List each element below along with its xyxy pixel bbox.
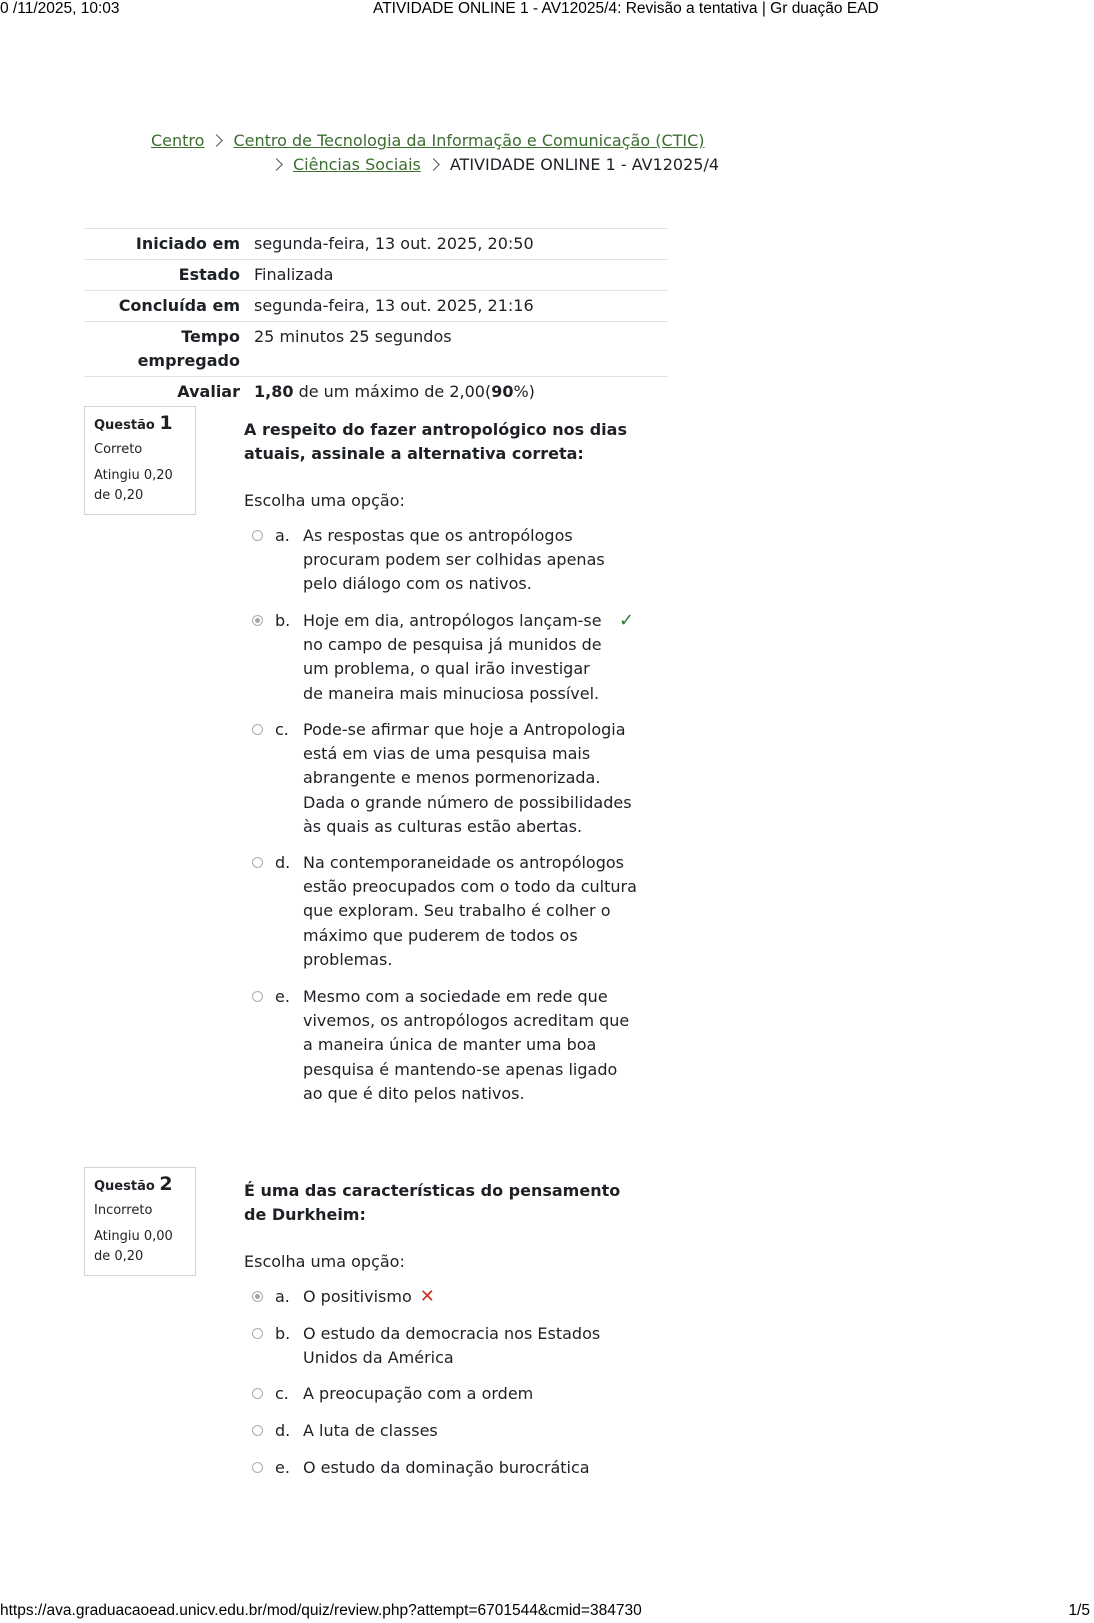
question-prompt-1: Escolha uma opção:: [244, 491, 405, 510]
answer-option[interactable]: [252, 985, 639, 1106]
grade-score: 1,80: [254, 382, 294, 401]
summary-label: Estado: [84, 260, 254, 291]
print-page-number: 1/5: [1068, 1602, 1090, 1619]
answer-option[interactable]: [252, 1382, 639, 1406]
question-label: Questão: [94, 1179, 155, 1194]
radio-button[interactable]: [252, 991, 263, 1002]
question-text-1: A respeito do fazer antropológico nos dias atuais, assinale a alternativa correta:: [244, 420, 627, 463]
breadcrumb-link-ciencias-sociais[interactable]: Ciências Sociais: [293, 155, 421, 174]
answer-option[interactable]: [252, 718, 639, 839]
option-text: A luta de classes: [303, 1421, 438, 1440]
breadcrumb-current: ATIVIDADE ONLINE 1 - AV12025/4: [449, 155, 720, 174]
option-letter: d.: [275, 853, 291, 872]
question-prompt-2: Escolha uma opção:: [244, 1252, 405, 1271]
summary-value: 25 minutos 25 segundos: [254, 322, 668, 377]
radio-button-selected[interactable]: [252, 1291, 263, 1302]
print-title: ATIVIDADE ONLINE 1 - AV12025/4: Revisão a tentativa | Gr duação EAD: [373, 0, 879, 17]
summary-row: [84, 291, 668, 322]
check-icon: ✓: [619, 610, 635, 631]
question-number: 1: [159, 412, 173, 434]
summary-row: [84, 322, 668, 377]
radio-button[interactable]: [252, 857, 263, 868]
question-status: Incorreto: [94, 1203, 153, 1218]
answer-option[interactable]: [252, 1419, 639, 1443]
question-number: 2: [159, 1173, 173, 1195]
chevron-right-icon: [270, 158, 283, 171]
chevron-right-icon: [211, 134, 224, 147]
summary-row: [84, 260, 668, 291]
option-letter: d.: [275, 1421, 291, 1440]
option-letter: a.: [275, 1287, 290, 1306]
grade-suffix: %): [513, 382, 535, 401]
print-url: https://ava.graduacaoead.unicv.edu.br/mod/quiz/review.php?attempt=6701544&cmid=384730: [0, 1602, 642, 1619]
answer-option[interactable]: [252, 851, 639, 972]
option-text: Pode-se afirmar que hoje a Antropologia está em vias de uma pesquisa mais abrangente e menos pormenorizada. Dada o grande número de possibilidades às quais as culturas estão abertas.: [303, 720, 632, 836]
print-datetime: 0 /11/2025, 10:03: [0, 0, 120, 17]
option-text: A preocupação com a ordem: [303, 1384, 534, 1403]
option-letter: b.: [275, 1324, 291, 1343]
option-text: O estudo da democracia nos Estados Unidos da América: [303, 1324, 601, 1368]
option-letter: b.: [275, 611, 291, 630]
radio-button[interactable]: [252, 1388, 263, 1399]
summary-label: Concluída em: [84, 291, 254, 322]
question-text-2: É uma das características do pensamento de Durkheim:: [244, 1181, 621, 1224]
option-text: Mesmo com a sociedade em rede que vivemos, os antropólogos acreditam que a maneira única de manter uma boa pesquisa é mantendo-se apenas ligado ao que é dito pelos nativos.: [303, 987, 630, 1103]
radio-button[interactable]: [252, 1462, 263, 1473]
question-points: Atingiu 0,00 de 0,20: [94, 1229, 173, 1264]
option-text: O estudo da dominação burocrática: [303, 1458, 590, 1477]
option-letter: c.: [275, 720, 289, 739]
summary-value: segunda-feira, 13 out. 2025, 20:50: [254, 229, 668, 260]
attempt-summary-table: [84, 228, 668, 407]
summary-row-grade: [84, 377, 668, 408]
question-info-1: [84, 406, 196, 515]
summary-label: Tempo empregado: [84, 322, 254, 377]
radio-button-selected[interactable]: [252, 615, 263, 626]
summary-label: Iniciado em: [84, 229, 254, 260]
radio-button[interactable]: [252, 724, 263, 735]
question-status: Correto: [94, 442, 143, 457]
breadcrumb-link-centro[interactable]: Centro: [151, 131, 205, 150]
radio-button[interactable]: [252, 1425, 263, 1436]
answer-option[interactable]: [252, 1456, 639, 1480]
breadcrumb-link-ctic[interactable]: Centro de Tecnologia da Informação e Comunicação (CTIC): [233, 131, 705, 150]
option-text: Hoje em dia, antropólogos lançam-se no campo de pesquisa já munidos de um problema, o qual irão investigar de maneira mais minuciosa possível.: [303, 611, 602, 703]
grade-percent: 90: [491, 382, 514, 401]
option-letter: a.: [275, 526, 290, 545]
option-letter: e.: [275, 987, 290, 1006]
chevron-right-icon: [427, 158, 440, 171]
option-text: Na contemporaneidade os antropólogos estão preocupados com o todo da cultura que exploram. Seu trabalho é colher o máximo que puderem de todos os problemas.: [303, 853, 637, 969]
grade-value: [254, 377, 668, 408]
summary-row: [84, 229, 668, 260]
answer-option-selected[interactable]: [252, 1285, 435, 1309]
question-points: Atingiu 0,20 de 0,20: [94, 468, 173, 503]
option-text: O positivismo: [303, 1287, 412, 1306]
answer-option[interactable]: [252, 524, 639, 597]
option-letter: c.: [275, 1384, 289, 1403]
summary-value: Finalizada: [254, 260, 668, 291]
answer-option[interactable]: [252, 1322, 613, 1370]
answer-option-selected[interactable]: [252, 609, 634, 706]
radio-button[interactable]: [252, 1328, 263, 1339]
option-letter: e.: [275, 1458, 290, 1477]
grade-label: Avaliar: [84, 377, 254, 408]
cross-icon: ✕: [419, 1286, 435, 1307]
option-text: As respostas que os antropólogos procuram podem ser colhidas apenas pelo diálogo com os nativos.: [303, 526, 605, 594]
grade-middle: de um máximo de 2,00(: [293, 382, 492, 401]
question-label: Questão: [94, 418, 155, 433]
question-info-2: [84, 1167, 196, 1276]
radio-button[interactable]: [252, 530, 263, 541]
summary-value: segunda-feira, 13 out. 2025, 21:16: [254, 291, 668, 322]
